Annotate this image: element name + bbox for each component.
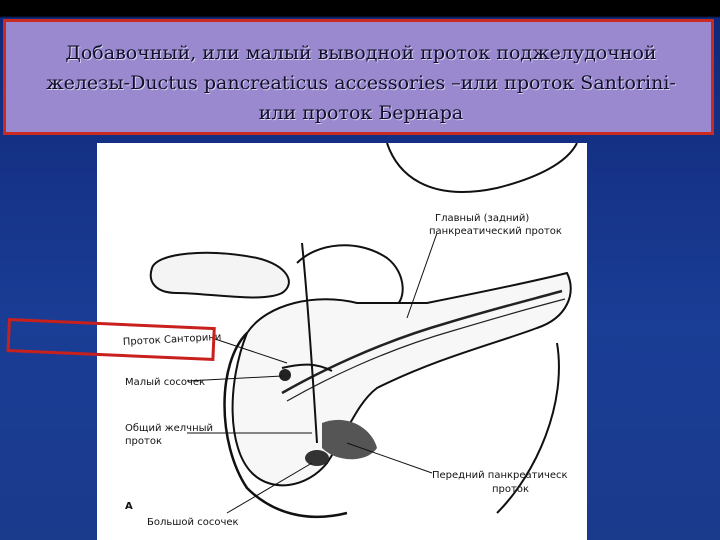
label-main-duct-1: Главный (задний): [435, 213, 530, 224]
label-santorini: Проток Санторини: [122, 331, 222, 348]
duodenal-bulb: [151, 253, 289, 298]
label-common-bile-1: Общий желчный: [125, 423, 214, 434]
slide-title: [16, 38, 706, 128]
bile-region-outline: [297, 245, 403, 308]
major-papilla-mark: [305, 450, 329, 466]
title-line-3: или проток Бернара: [258, 102, 464, 124]
title-line-1: Добавочный, или малый выводной проток поджелудочной: [65, 42, 657, 64]
minor-papilla-mark: [279, 369, 291, 381]
label-common-bile-2: проток: [125, 436, 162, 447]
label-panel: А: [125, 501, 133, 512]
duct-junction-shading: [322, 420, 377, 459]
label-anterior-duct-2: проток: [492, 484, 529, 495]
label-main-duct-2: панкреатический проток: [429, 226, 562, 237]
title-banner: [3, 19, 714, 135]
label-minor-papilla: Малый сосочек: [125, 377, 206, 388]
label-major-papilla: Большой сосочек: [147, 517, 239, 528]
label-anterior-duct-1: Передний панкреатическ: [432, 470, 568, 481]
title-line-2: железы-Ductus pancreaticus accessories –или проток Santorini-: [46, 72, 676, 94]
stomach-outline: [387, 143, 577, 192]
